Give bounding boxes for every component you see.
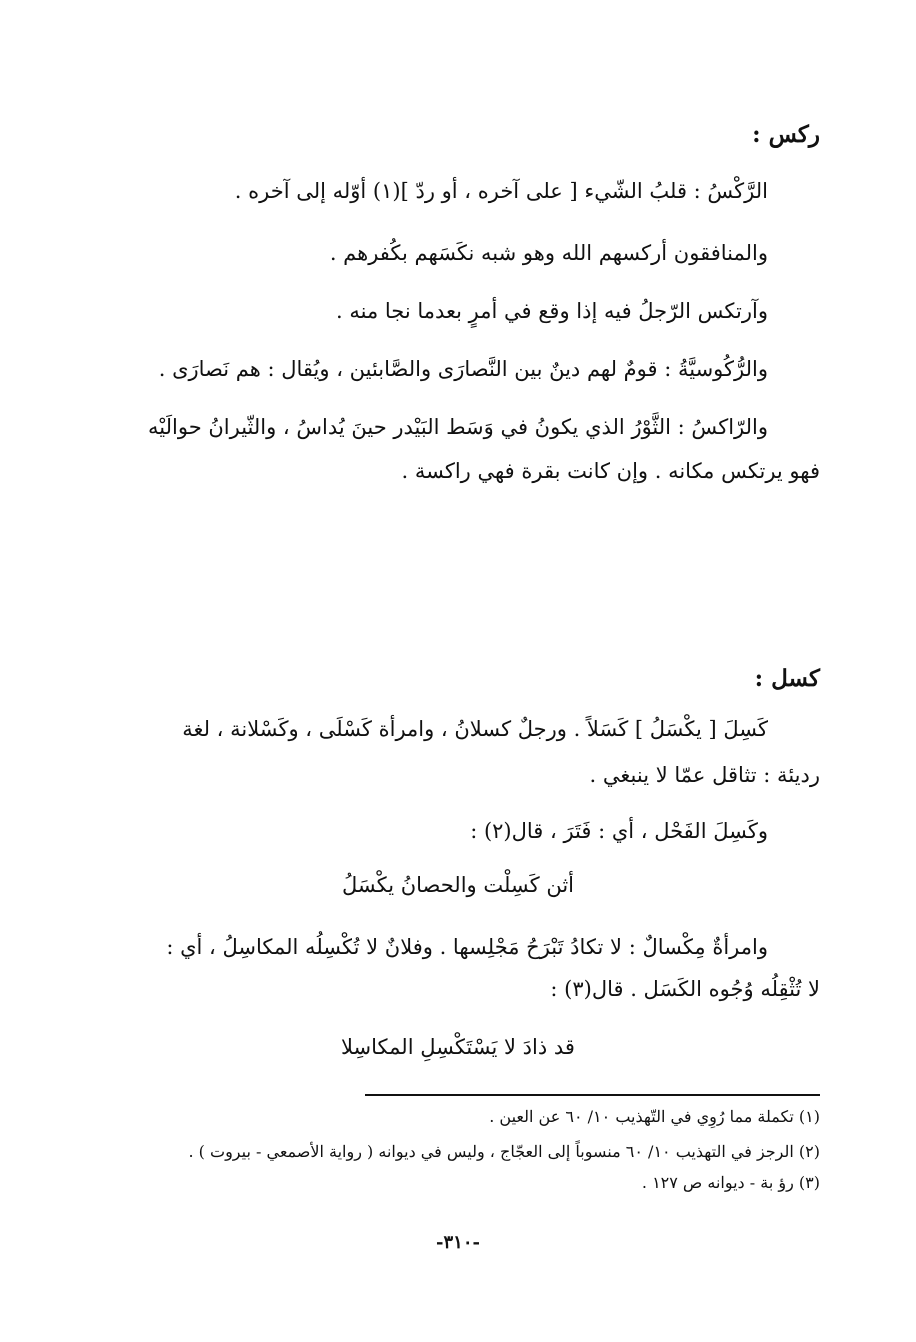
entry-heading-rakas: ركس : xyxy=(752,121,820,148)
entry-line: فهو يرتكس مكانه . وإن كانت بقرة فهي راكسة . xyxy=(401,459,820,483)
entry-line: كَسِلَ [ يكْسَلُ ] كَسَلاً . ورجلٌ كسلانُ ، وامرأة كَسْلَى ، وكَسْلانة ، لغة xyxy=(182,717,768,741)
entry-line: وآرتكس الرّجلُ فيه إذا وقع في أمرٍ بعدما نجا منه . xyxy=(336,299,768,323)
footnote: (١) تكملة مما رُوِي في التّهذيب ١٠/ ٦٠ عن العين . xyxy=(489,1107,820,1126)
page-number: -٣١٠- xyxy=(436,1232,480,1253)
footnote-divider xyxy=(365,1094,820,1096)
entry-line: لا تُثْقِلُه وُجُوه الكَسَل . قال(٣) : xyxy=(550,977,820,1001)
entry-line: وكَسِلَ الفَحْل ، أي : فَتَرَ ، قال(٢) : xyxy=(470,819,768,843)
entry-line: وامرأةٌ مِكْسالٌ : لا تكادُ تَبْرَحُ مَجْلِسها . وفلانٌ لا تُكْسِلُه المكاسِلُ ، أي : xyxy=(166,935,768,959)
entry-line: والرُّكُوسيَّةُ : قومٌ لهم دينٌ بين النَّصارَى والصَّابئين ، ويُقال : هم نَصارَى . xyxy=(158,357,768,381)
entry-line: والمنافقون أركسهم الله وهو شبه نكَسَهم بكُفرهم . xyxy=(329,241,768,265)
entry-line: والرّاكسُ : الثَّوْرُ الذي يكونُ في وَسَط البَيْدر حينَ يُداسُ ، والثّيرانُ حوالَيْه xyxy=(148,415,768,439)
entry-heading-kasal: كسل : xyxy=(754,665,820,692)
verse-line: قد ذادَ لا يَسْتَكْسِلِ المكاسِلا xyxy=(341,1035,575,1059)
verse-line: أثن كَسِلْت والحصانُ يكْسَلُ xyxy=(341,873,575,897)
entry-line: رديئة : تثاقل عمّا لا ينبغي . xyxy=(589,763,820,787)
footnote: (٣) رؤ بة - ديوانه ص ١٢٧ . xyxy=(641,1173,820,1192)
entry-line: الرَّكْسُ : قلبُ الشّيء [ على آخره ، أو ردّ ](١) أوّله إلى آخره . xyxy=(234,179,768,203)
footnote: (٢) الرجز في التهذيب ١٠/ ٦٠ منسوباً إلى العجّاج ، وليس في ديوانه ( رواية الأصمعي - بيروت ) . xyxy=(188,1142,820,1161)
